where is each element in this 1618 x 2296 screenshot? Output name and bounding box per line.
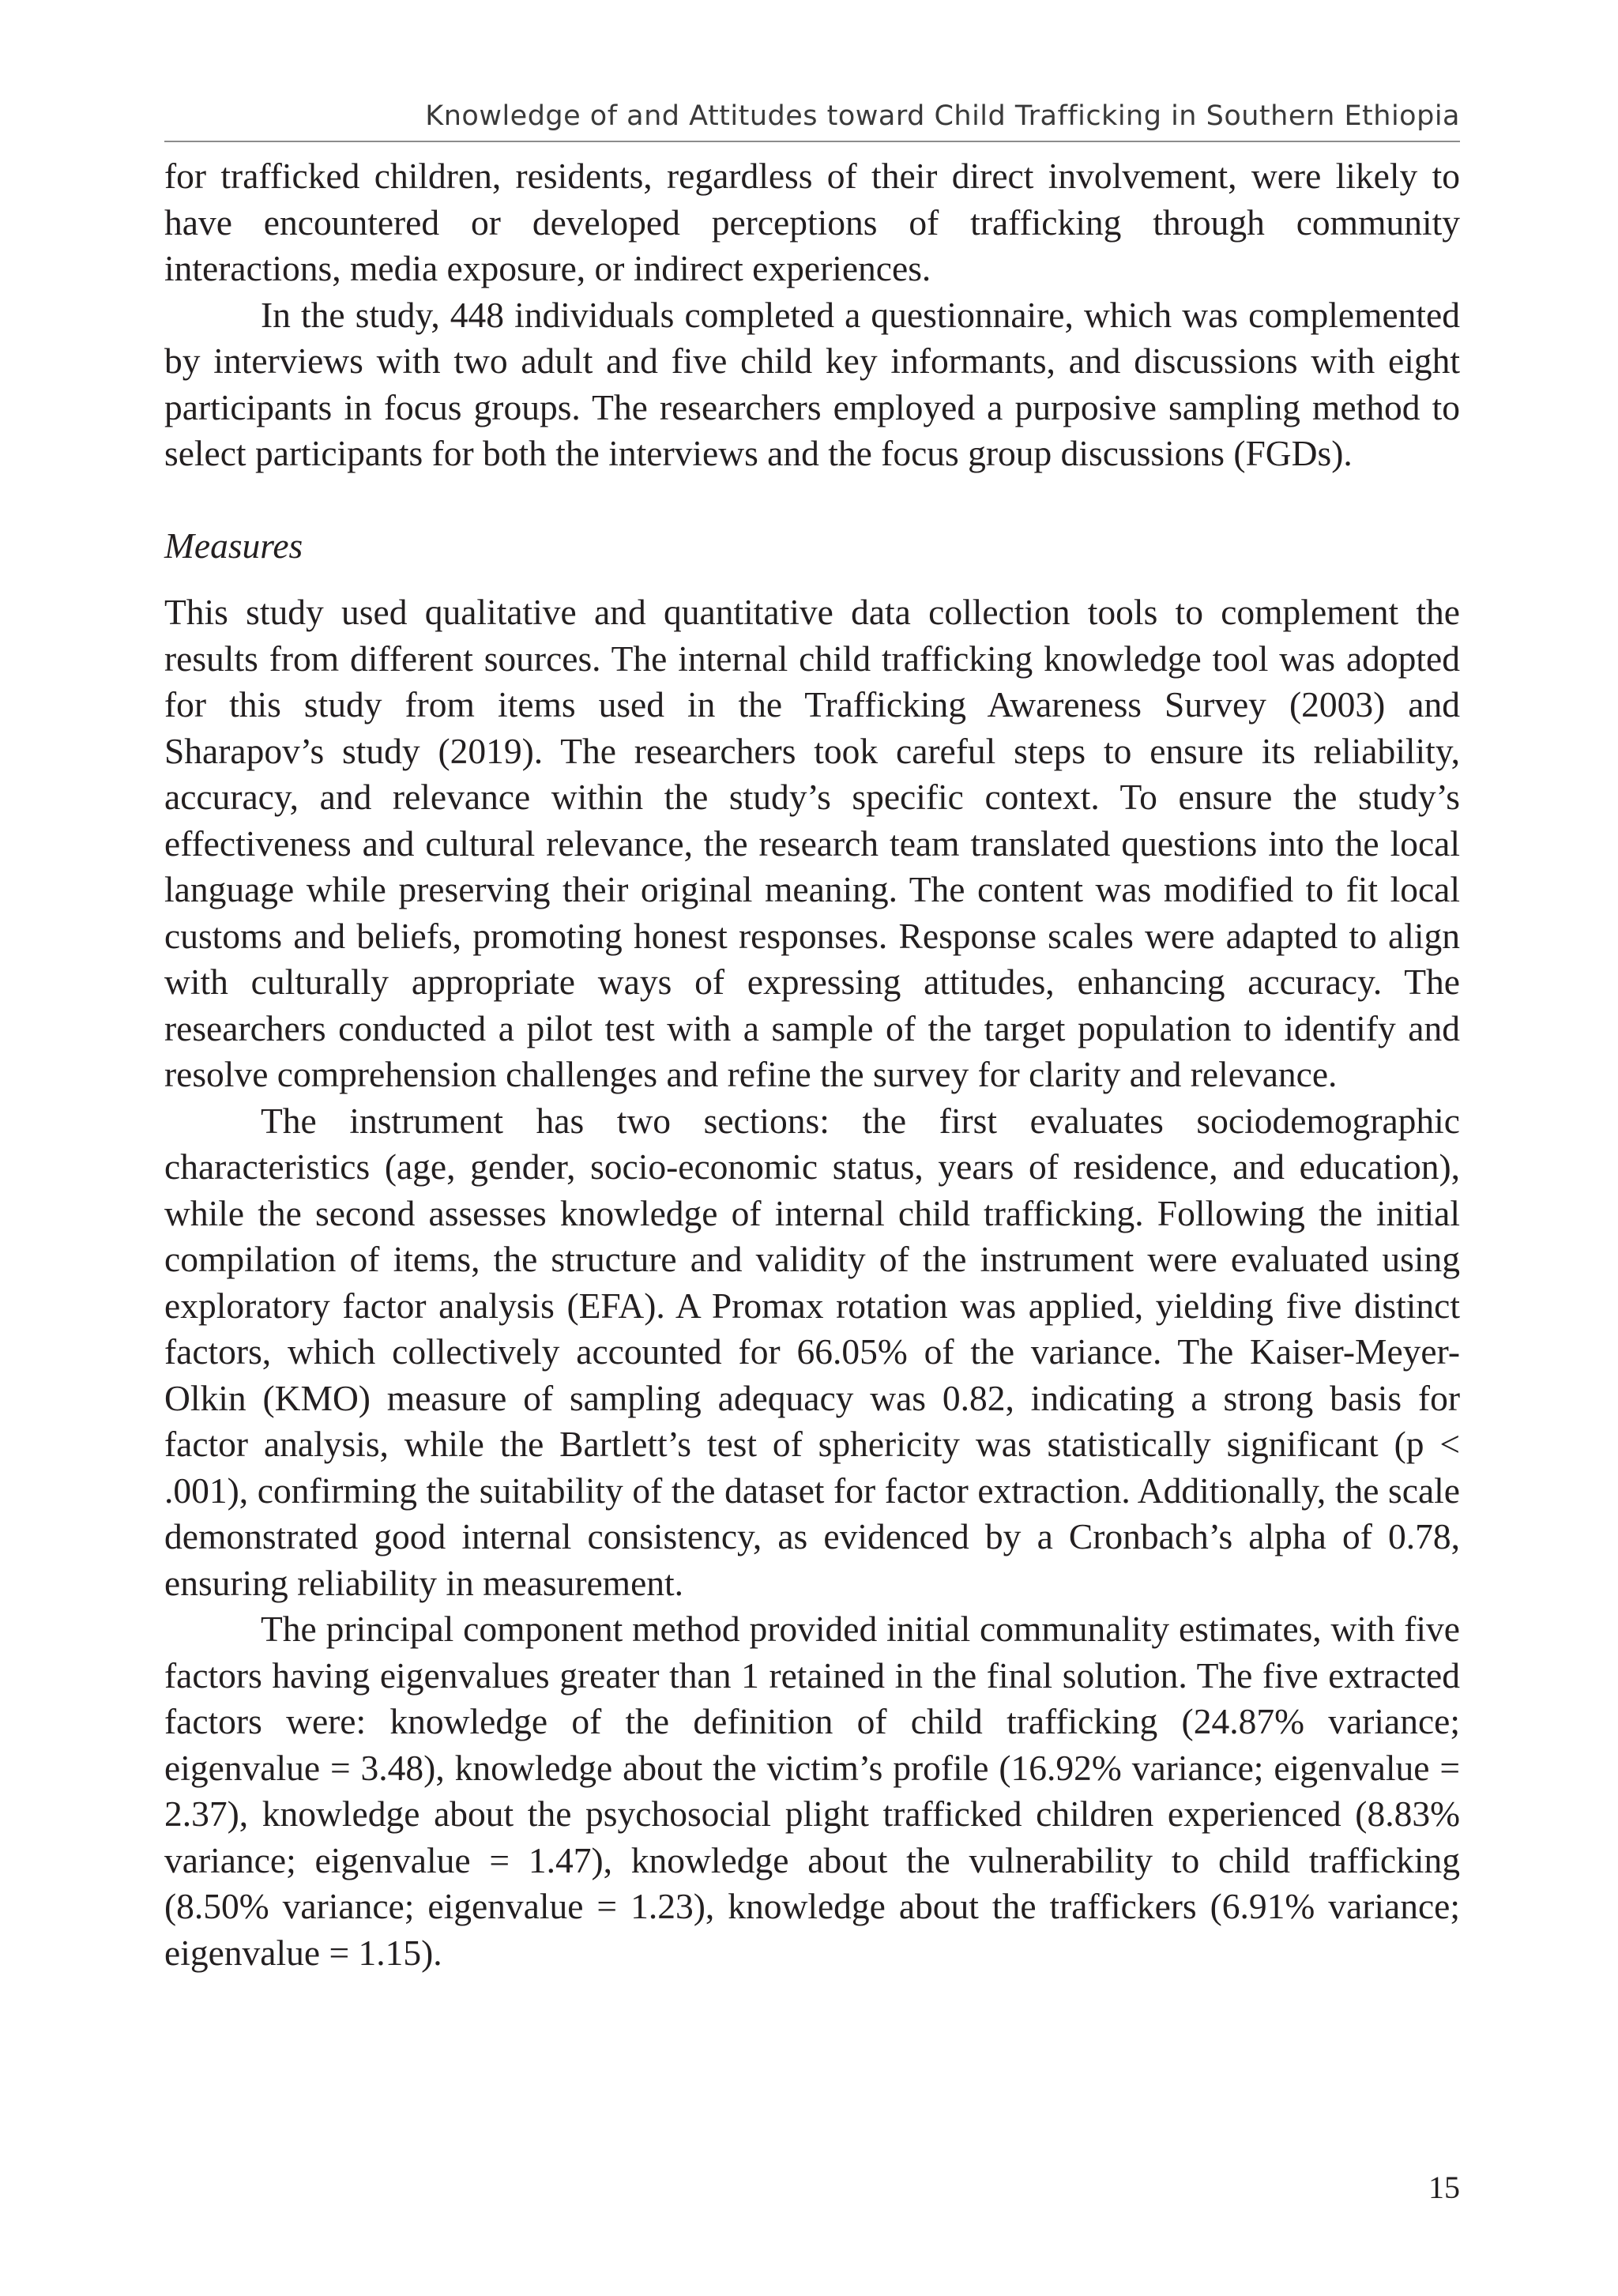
paragraph-sample: In the study, 448 individuals completed a questionnaire, which was complemented by interviews with two adult and five child key informants, and discussions with eight participants in focus groups. The researchers employed a purposive sampling method to select participants for both the interviews and the focus group discussions (FGDs). [164, 294, 1460, 473]
running-header: Knowledge of and Attitudes toward Child Trafficking in Southern Ethiopia [425, 100, 1460, 132]
header-rule [164, 141, 1460, 142]
paragraph-measures-intro: This study used qualitative and quantitative data collection tools to complement the results from different sources. The internal child trafficking knowledge tool was adopted for this study from items used in the Trafficking Awareness Survey (2003) and Sharapov’s study (2019). The researchers took careful steps to ensure its reliability, accuracy, and relevance within the study’s specific context. To ensure the study’s effectiveness and cultural relevance, the research team translated questions into the local language while preserving their original meaning. The content was modified to fit local customs and beliefs, promoting honest responses. Response scales were adapted to align with culturally appropriate ways of expressing attitudes, enhancing accuracy. The researchers conducted a pilot test with a sample of the target population to identify and resolve comprehension challenges and refine the survey for clarity and relevance. [164, 592, 1460, 1094]
paragraph-factors: The principal component method provided initial communality estimates, with five factors having eigenvalues greater than 1 retained in the final solution. The five extracted factors were: knowledge of the definition of child trafficking (24.87% variance; eigenvalue = 3.48), knowledge about the victim’s profile (16.92% variance; eigenvalue = 2.37), knowledge about the psychosocial plight trafficked children experienced (8.83% variance; eigenvalue = 1.47), knowledge about the vulnerability to child trafficking (8.50% variance; eigenvalue = 1.23), knowledge about the traffickers (6.91% variance; eigenvalue = 1.15). [164, 1609, 1460, 1973]
body-text [164, 153, 1460, 1976]
section-heading-measures: Measures [164, 525, 303, 566]
page-number: 15 [1428, 2170, 1460, 2205]
paragraph-instrument: The instrument has two sections: the first evaluates sociodemographic characteristics (age, gender, socio-economic status, years of residence, and education), while the second assesses knowledge of internal child trafficking. Following the initial compilation of items, the structure and validity of the instrument were evaluated using exploratory factor analysis (EFA). A Promax rotation was applied, yielding five distinct factors, which collectively accounted for 66.05% of the variance. The Kaiser-Meyer-Olkin (KMO) measure of sampling adequacy was 0.82, indicating a strong basis for factor analysis, while the Bartlett’s test of sphericity was statistically significant (p < .001), confirming the suitability of the dataset for factor extraction. Additionally, the scale demonstrated good internal consistency, as evidenced by a Cronbach’s alpha of 0.78, ensuring reliability in measurement. [164, 1100, 1460, 1603]
paragraph-continuation: for trafficked children, residents, regardless of their direct involvement, were likely to have encountered or developed perceptions of trafficking through community interactions, media exposure, or indirect experiences. [164, 156, 1460, 288]
